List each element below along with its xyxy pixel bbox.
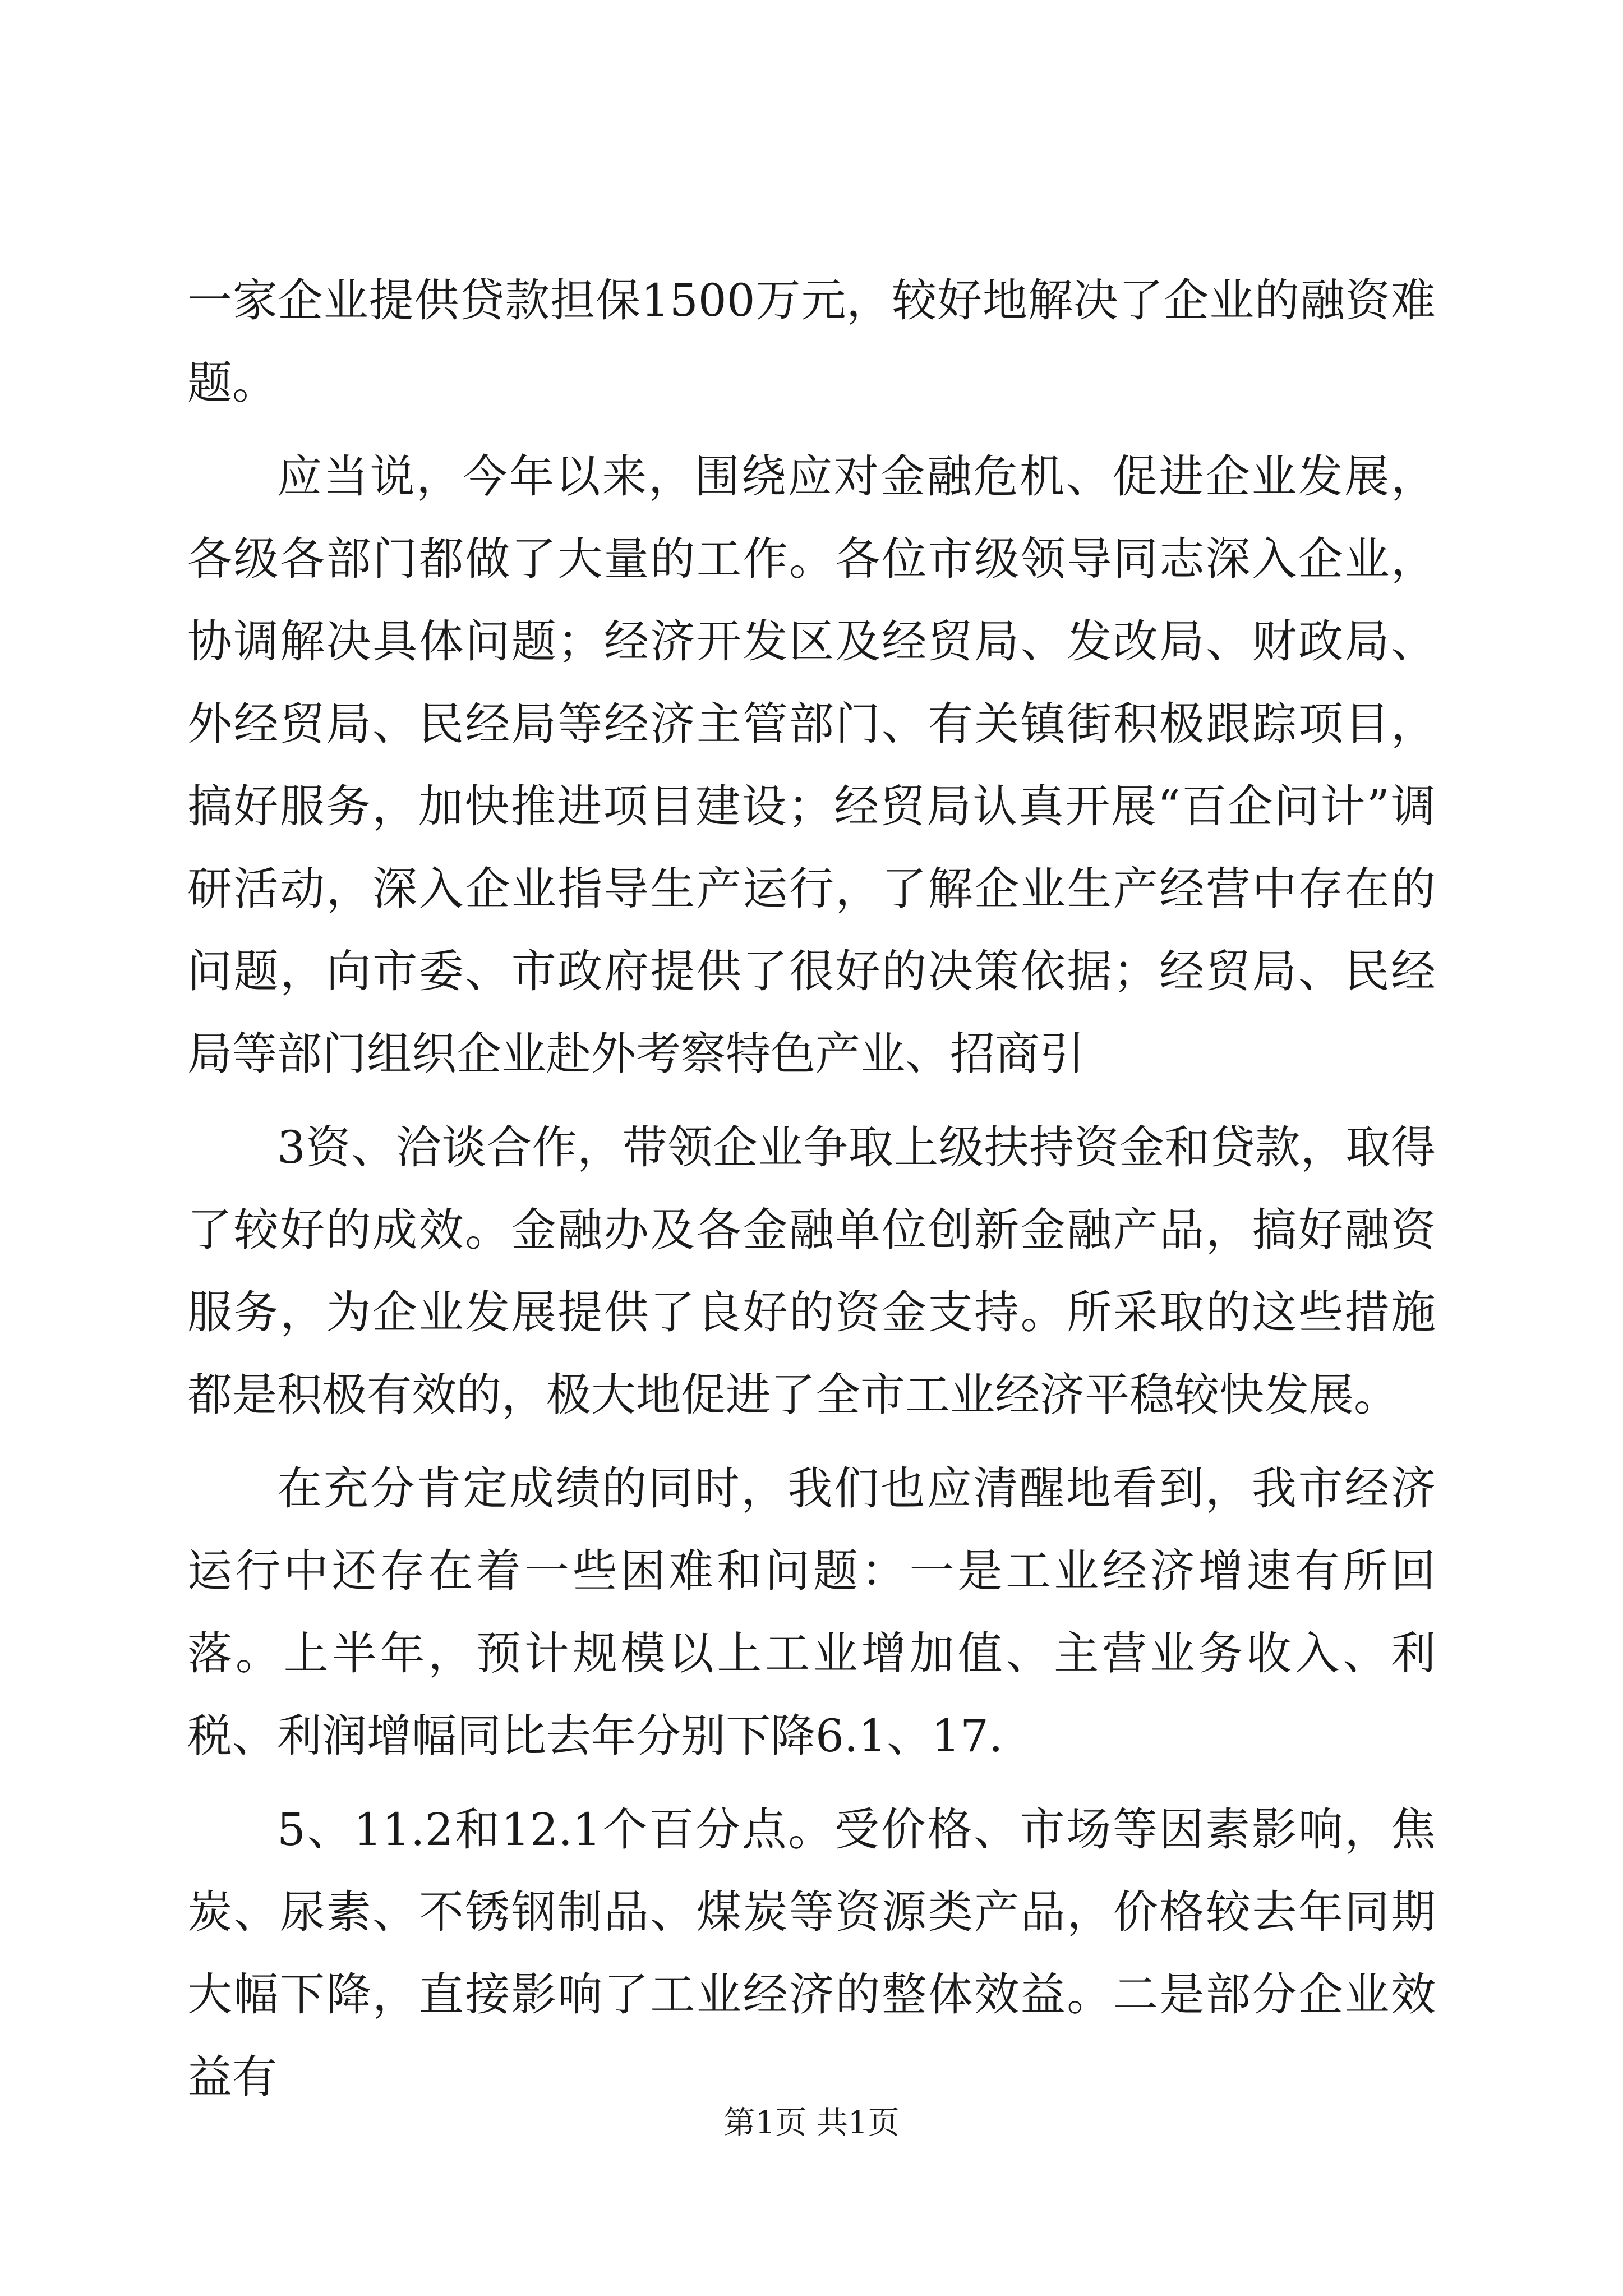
paragraph-2: 应当说，今年以来，围绕应对金融危机、促进企业发展，各级各部门都做了大量的工作。各位市级领导同志深入企业，协调解决具体问题；经济开发区及经贸局、发改局、财政局、外经贸局、民经局等经济主管部门、有关镇街积极跟踪项目，搞好服务，加快推进项目建设；经贸局认真开展“百企问计”调研活动，深入企业指导生产运行，了解企业生产经营中存在的问题，向市委、市政府提供了很好的决策依据；经贸局、民经局等部门组织企业赴外考察特色产业、招商引 — [187, 450, 1436, 1080]
page-number-footer: 第1页 共1页 — [723, 2105, 900, 2141]
document-body — [187, 259, 1436, 2129]
paragraph-4: 在充分肯定成绩的同时，我们也应清醒地看到，我市经济运行中还存在着一些困难和问题：一是工业经济增速有所回落。上半年，预计规模以上工业增加值、主营业务收入、利税、利润增幅同比去年分别下降6.1、17. — [187, 1462, 1436, 1762]
paragraph-5: 5、11.2和12.1个百分点。受价格、市场等因素影响，焦炭、尿素、不锈钢制品、煤炭等资源类产品，价格较去年同期大幅下降，直接影响了工业经济的整体效益。二是部分企业效益有 — [187, 1803, 1436, 2103]
paragraph-1: 一家企业提供贷款担保1500万元，较好地解决了企业的融资难题。 — [187, 274, 1436, 409]
paragraph-3: 3资、洽谈合作，带领企业争取上级扶持资金和贷款，取得了较好的成效。金融办及各金融单位创新金融产品，搞好融资服务，为企业发展提供了良好的资金支持。所采取的这些措施都是积极有效的，极大地促进了全市工业经济平稳较快发展。 — [187, 1121, 1436, 1421]
